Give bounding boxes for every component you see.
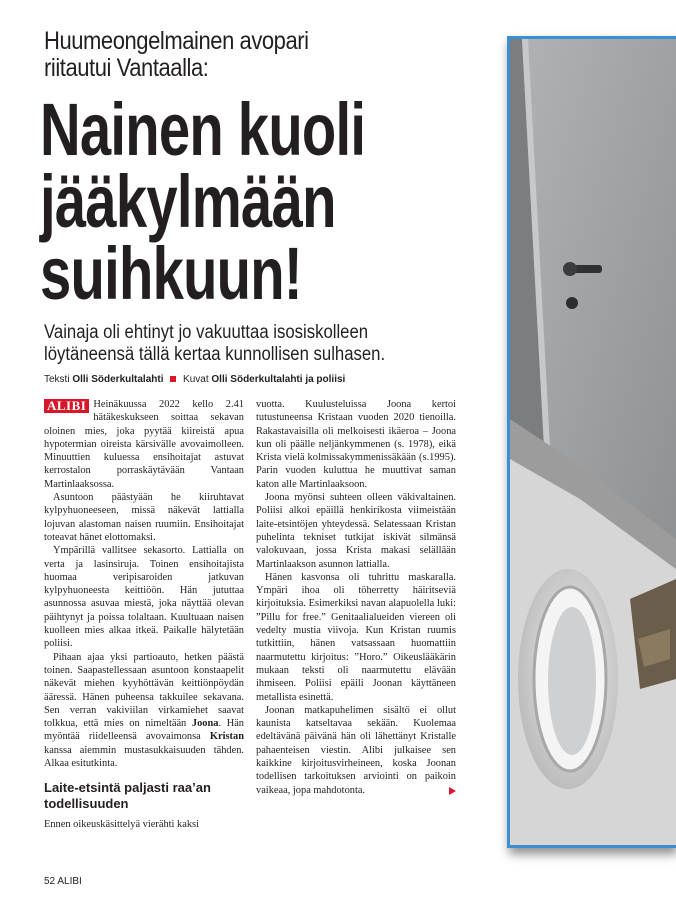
- lead-line-1: Vainaja oli ehtinyt jo vakuuttaa isosiskolleen: [44, 322, 369, 343]
- page-footer-folio: 52 ALIBI: [44, 876, 82, 887]
- paragraph-text: . Hän myöntää riidelleensä avovaimonsa: [44, 718, 245, 743]
- byline-photo-label: Kuvat: [183, 374, 209, 385]
- name-joona: Joona: [191, 718, 219, 730]
- paragraph: Ympärillä vallitsee sekasorto. Lattialla on verta ja lasinsiruja. Toinen ensihoitajista huomaa veripisaroiden jatkuvan kylpyhuoneesta keittiöön. Hän jututtaa asunnossa asuvaa miestä, joka näyttää olevan päihtynyt ja poissa tolaltaan. Kuultuaan naisen kuolleen mies alkaa itkeä. Paikalle hälytetään poliisi.: [44, 545, 244, 650]
- alibi-logo-mark: ALIBI: [44, 399, 89, 413]
- byline: [44, 374, 464, 386]
- kicker: [44, 28, 431, 82]
- paragraph-text: kanssa aiemmin mustasukkaisuuden tähden. Alkaa esitutkinta.: [44, 744, 244, 770]
- bathroom-photo: [507, 36, 676, 848]
- paragraph: Ennen oikeuskäsittelyä vierähti kaksi: [44, 819, 199, 831]
- byline-text-author: Olli Söderkultalahti: [72, 374, 164, 385]
- byline-text-label: Teksti: [44, 374, 70, 385]
- paragraph: [256, 704, 456, 797]
- paragraph: [44, 398, 244, 491]
- paragraph: Asuntoon päästyään he kiiruhtavat kylpyhuoneeseen, missä näkevät lattialla lojuvan alastoman naisen ruumiin. Ensihoitajat toteavat hänet elottomaksi.: [44, 492, 244, 543]
- paragraph: vuotta. Kuulusteluissa Joona kertoi tutustuneensa Kristaan vuoden 2020 tienoilla. Rakastavaisilla oli melkoisesti ikäeroa – Joona kun oli päälle neljänkymmenen (s. 1978), eikä Krista vielä kolmissakymmenissäkään (s.1995). Parin vuoden kuluttua he muuttivat saman katon alle Martinlaaksoon.: [256, 399, 456, 490]
- headline-line-2: jääkylmään: [40, 160, 336, 243]
- paragraph: Joona myönsi suhteen olleen väkivaltainen. Poliisi alkoi epäillä henkirikosta viimeistään laite-etsintöjen yhteydessä. Selatessaan Kristan puhelinta tekniset tutkijat iskivät silmänsä valokuvaan, jossa Krista makasi selällään Martinlaakson asunnon lattialla.: [256, 492, 456, 570]
- headline-line-3: suihkuun!: [40, 232, 302, 315]
- section-subheading: Laite-etsintä paljasti raa’an todellisuuden: [44, 780, 211, 812]
- article-column-2: [256, 398, 456, 797]
- name-kristan: Kristan: [209, 731, 244, 743]
- paragraph-text: Pihaan ajaa yksi partioauto, hetken päästä toinen. Saapastellessaan asuntoon konstaapelit näkevät miehen kyyhöttävän keittiönpöydän ääressä. Hänen puheensa takkuilee sekavana. Sen verran vakiviilan virkamiehet saavat tolkkua, että mies on nimeltään: [44, 651, 244, 730]
- paragraph: [44, 651, 244, 771]
- kicker-line-1: Huumeongelmainen avopari: [44, 27, 309, 55]
- headline-line-1: Nainen kuoli: [40, 88, 366, 171]
- article-column-1: [44, 398, 244, 832]
- bathroom-photo-illustration: [510, 39, 676, 848]
- headline: [40, 88, 435, 315]
- lead-paragraph: [44, 322, 466, 366]
- paragraph-text: Heinäkuussa 2022 kello 2.41 hätäkeskukseen soittaa sekavan oloinen mies, joka pyytää kiireistä apua hypotermian oireista kärsivälle avovaimolleen. Minuuttien kuluessa ensihoitajat astuvat kerrostalon porraskäytävään Vantaan Martinlaaksossa.: [44, 399, 244, 490]
- byline-photo-author: Olli Söderkultalahti ja poliisi: [211, 374, 346, 385]
- continue-arrow-icon: [449, 787, 456, 795]
- lead-line-2: löytäneensä tällä kertaa kunnollisen sulhasen.: [44, 344, 386, 365]
- byline-separator-square: [170, 376, 176, 382]
- kicker-line-2: riitautui Vantaalla:: [44, 54, 209, 82]
- paragraph-text: Joonan matkapuhelimen sisältö ei ollut kaunista katseltavaa sekään. Kuolemaa edeltävänä päivänä hän oli lähettänyt Kristalle pahaenteisen viestin. Alibi julkaisee sen kaikkine kirjoitusvirheineen, koska Joonan todellisen tarkoituksen arviointi on paikoin vaikeaa, jopa mahdotonta.: [256, 704, 456, 796]
- paragraph: Hänen kasvonsa oli tuhrittu maskaralla. Ympäri ihoa oli töherretty häiritseviä kirjoituksia. Esimerkiksi navan alapuolella luki: ”Pillu for free.” Genitaalialueiden viereen oli vedelty mustia viivoja. Kun Kristan ruumis tutkittiin, hänen vatsassaan huomattiin naarmutettu kirjoitus: ”Horo.” Oikeuslääkärin mukaan teksti oli naarmutettu elävään ihmiseen. Poliisi epäili Joonan käyttäneen metallista esinettä.: [256, 571, 456, 703]
